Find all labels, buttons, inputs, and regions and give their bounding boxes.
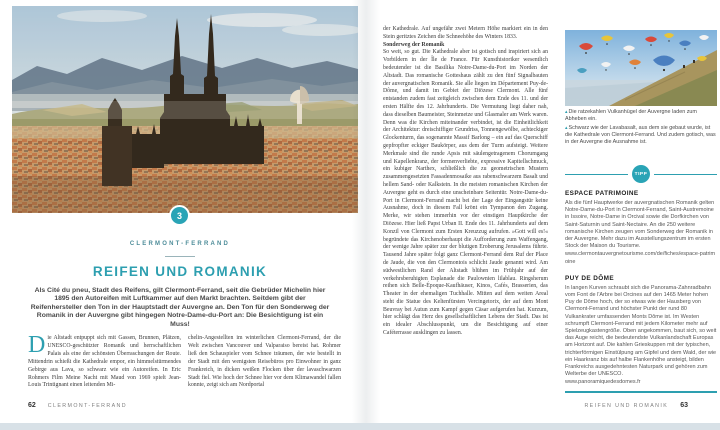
tip-badge: TIPP bbox=[632, 165, 650, 183]
page-number-right: 63 bbox=[680, 402, 688, 409]
photo-captions bbox=[565, 109, 717, 148]
main-paragraph: So weit, so gut. Die Kathedrale aber ist gotisch und inspiriert sich an Vorbildern in der Île de France. Für Kunsthistoriker wesentlich bedeutender ist die Basilika Notre-Dame-du-Port im Norden der Altstadt. Das romanische Gotteshaus zählt zu den fünf Signalbauten der auvergnatischen Romanik. Sie alle liegen im Département Puy-de-Dôme, und damit im Gebiet der Diözese Clermont. Alle fünf entstanden zudem fast zeitgleich zwischen dem Ende des 11. und der ersten Hälfte des 12. Jahrhunderts. Die Vermutung liegt daher nah, dass dieselben Baumeister, Steinmetze und Glasmaler am Werk waren. Denn was die Kirchen miteinander verbindet, ist die Einheitlichkeit der Architektur: dreischiffiger Grundriss, Tonnengewölbe, achteckiger Glockenturm, das sogenannte Massif Barlong – ein auf das Querschiff gepfropfter eckiger Baukörper, aus dem der Turm aufsteigt. Weitere Merkmale sind die runde Apsis mit säulengetragenem Chorumgang und Kapellenkranz, der formenverliebte, expressive Kapitellschmuck, ein kubiger Narthex, schließlich die zu geometrischen Mustern zusammengesetzten Fassadenmosaike aus rabenschwarzem Basalt und hellem Sand- oder Kalkstein. In die meisten romanischen Kirchen der Auvergne geht es durch eine unscheinbare Seitentür. Notre-Dame-du-Port in Clermont-Ferrand macht bei der Lage der Eingangstür keine Ausnahme, doch in diesem Fall krönt ein Tympanon den Zugang. Merke, wir stehen immerhin vor der einstigen Hauptkirche der Diözese. Hier ließ Papst Urban II. Ende des 11. Jahrhunderts auf dem Konzil von Clermont zum Ersten Kreuzzug aufrufen. »Gott will es!« begründete das Kirchenoberhaupt die Aufforderung zum Waffengang, der wenige Jahre später zur der blutigen Eroberung Jerusalems führte. Tausend Jahre später folgt ganz Clermont-Ferrand dem Ruf der Place de Jaude, die von den Clermontois schlicht Jaude genannt wird. Am südwestlichen Rand der Altstadt blühen im Frühjahr auf der verkehrsberuhigten Esplanade die Paulownien lilablau. Ringsherum reihen sich Belle-Époque-Kaufhäuser, Kinos, Cafés, Brasserien, das Theater in der ehemaligen Tuchhalle. Mitten auf dem weiten Areal steht die Statue des Keltenfürsten Vercingetorix, der auf dem Mont Beuvray bei Autun zum Kampf gegen Cäsar aufgerufen hat. Kurzum, hier schlägt das Herz des gesellschaftlichen Lebens der Stadt. Das ist ein idealer Abschlusspunkt, um die Besichtigung auf einer Caféterrasse ausklingen zu lassen. bbox=[383, 49, 548, 337]
caption-1 bbox=[565, 109, 717, 123]
caption-marker-icon: ▴ bbox=[565, 125, 568, 131]
caption-marker-icon: ▴ bbox=[565, 109, 568, 115]
tip-heading: ESPACE PATRIMOINE bbox=[565, 190, 639, 197]
footer-right-label: REIFEN UND ROMANIK bbox=[584, 403, 669, 409]
caption-1-text: Die ratzekahlen Vulkanhügel der Auvergne laden zum Abheben ein. bbox=[565, 109, 697, 122]
caption-2 bbox=[565, 125, 717, 146]
paragliders-photo bbox=[565, 30, 717, 106]
tip-sidebar bbox=[565, 190, 717, 387]
footer-left-label: CLERMONT-FERRAND bbox=[47, 403, 127, 409]
clermont-ferrand-cityscape-photo bbox=[12, 6, 358, 213]
body-column-2: chelin-Angestellten im winterlichen Clermont-Ferrand, der die Welt zwischen Vancouver und Valparaiso bereist hat. Rohmer ließ den Schauspieler vom Schnee träumen, der wie bestellt in der Stadt mit den wenigsten Reisebüros pro Einwohner in ganz Frankreich, in dicken weißen Flocken über der lavaschwarzen Stadt fiel. Wie hoch der Schnee hier vor dem Klimawandel fallen konnte, zeigt sich am Nordportal bbox=[188, 335, 341, 389]
chapter-number-badge: 3 bbox=[169, 205, 190, 226]
caption-2-text: Schwarz wie der Lavabasalt, aus dem sie gebaut wurde, ist die Kathedrale von Clermont-Ferrand. Und zudem gotisch, was in der Auvergne die Ausnahme ist. bbox=[565, 125, 716, 145]
body-column-1-text: ie Altstadt entpuppt sich mit Gassen, Brunnen, Plätzen, UNESCO-geschützter Romanik und herrschaftlichen Palais als eine der schönsten Überraschungen der Route. Mittendrin schießt die Kathedrale empor, ein himmelstürmendes Gebirge aus Lava, so schwarz wie ein Autoreifen. In Eric Rohmers Film Meine Nacht mit Maud von 1969 spielt Jean-Louis Trintignant einen leitenden Mi- bbox=[28, 335, 181, 389]
tip-heading: PUY DE DÔME bbox=[565, 274, 615, 282]
spread-gutter bbox=[352, 0, 380, 423]
right-main-column bbox=[383, 26, 548, 338]
tip-rule-left bbox=[565, 174, 628, 175]
tip-url: www.clermontauvergnetourisme.com/de/fiches/espace-patrimoine bbox=[565, 251, 716, 265]
tip-rule-right bbox=[654, 174, 717, 175]
tip-url: www.panoramiquedesdomes.fr bbox=[565, 379, 641, 386]
tip-section-espace-patrimoine bbox=[565, 190, 717, 266]
page-bottom-edge bbox=[0, 423, 720, 430]
drop-cap: D bbox=[28, 332, 46, 358]
sidebar-bottom-rule bbox=[565, 391, 717, 393]
footer-right bbox=[584, 402, 688, 409]
tip-body: Als die fünf Hauptwerke der auvergnatischen Romanik gelten Notre-Dame-du-Port in Clermont-Ferrand, Saint-Austremoine in Issoire, Notre-Dame in Orcival sowie die Dorfkirchen von Saint-Saturnin und Saint-Nectaire. An die 250 weitere romanische Kirchen zeugen vom Sonderweg der Romanik in der Auvergne. Mehr dazu im Ausstellungszentrum im ersten Stock der Maison du Tourisme. bbox=[565, 200, 715, 250]
section-subheading: Sonderweg der Romanik bbox=[383, 41, 445, 48]
kicker-label: CLERMONT-FERRAND bbox=[129, 241, 231, 247]
tip-divider bbox=[565, 165, 717, 183]
intro-paragraph: Als Cité du pneu, Stadt des Reifens, gilt Clermont-Ferrand, seit die Gebrüder Michelin hier 1895 den Autoreifen mit Luftkammer auf den Markt brachten. Seitdem gibt der Reifenhersteller den Ton in der Hauptstadt der Auvergne an. Den Ton für den Sonderweg der Romanik in der Auvergne gibt hingegen Notre-Dame-du-Port an: Die Besichtigung ist ein Muss! bbox=[30, 287, 330, 328]
cathedral-photo-illustration bbox=[12, 6, 358, 213]
continuation-paragraph: der Kathedrale. Auf ungefähr zwei Metern Höhe markiert ein in den Stein geritztes Zeichen die Schneehöhe des Winters 1833. bbox=[383, 26, 548, 40]
tip-body: In langen Kurven schraubt sich die Panorama-Zahnradbahn vom Font de l'Arbre bei Orcines auf den 1465 Meter hohen Puy de Dôme hoch, der so etwas wie der Hausberg von Clermont-Ferrand und höchster Punkt der rund 80 Vulkankrater umfassenden Monts Dôme ist. Im Westen schrumpft Clermont-Ferrand mit jedem Kilometer mehr auf Spielzeugkastengröße. Oben angekommen, baut sich, so weit das Auge reicht, die bedeutendste Vulkanlandschaft Europas am Horizont auf. Die kahlen Grieskuppen mit der typischen, trichterförmigen Einstülpung am Gipfel und dem Wald, der wie ein Haarkranz bis auf halbe Flankenhöhe ansteigt, bilden Frankreichs ausgedehntesten Naturpark und gehören zum Welterbe der UNESCO. bbox=[565, 284, 717, 378]
footer-left bbox=[28, 402, 127, 409]
body-column-1 bbox=[28, 332, 181, 390]
kicker-rule bbox=[165, 256, 195, 257]
page-title: REIFEN UND ROMANIK bbox=[92, 264, 268, 279]
body-columns bbox=[28, 332, 342, 390]
paragliders-illustration bbox=[565, 30, 717, 106]
page-number-left: 62 bbox=[28, 402, 36, 409]
tip-section-puy-de-dome bbox=[565, 275, 717, 387]
